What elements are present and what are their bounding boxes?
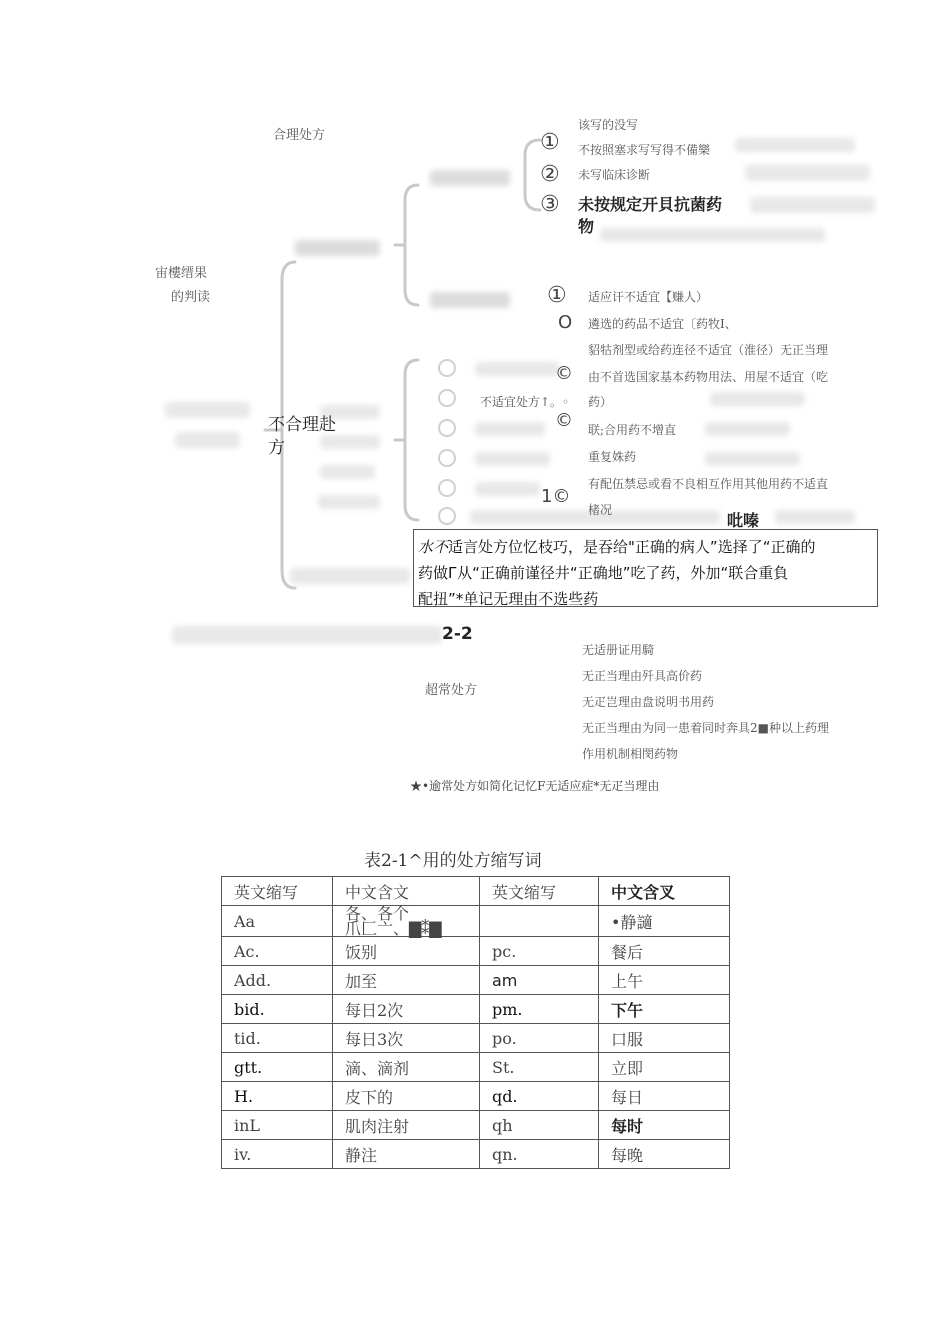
marker-1: ① (540, 130, 560, 155)
root-label-line2: 的判读 (171, 290, 211, 305)
table-cell: Ac. (222, 937, 333, 966)
blurred-text (475, 422, 545, 436)
table-row (222, 937, 730, 966)
table-row (222, 906, 730, 937)
table-cell: H. (222, 1082, 333, 1111)
memory-tip-line2: 药做Г从“正确前谨径井“正确地”吃了药，外加“联合重負 (418, 564, 789, 582)
abnormal-line2: 无正当理由歼具高价药 (582, 669, 703, 683)
table-cell: pm. (480, 995, 599, 1024)
center-label-line1: 不合理赴 (268, 415, 336, 435)
table-cell: po. (480, 1024, 599, 1053)
center-label-line2: 方 (268, 438, 285, 458)
blurred-text (705, 422, 790, 436)
table-cell: 滴、滴剂 (333, 1053, 480, 1082)
marker-8: 1© (541, 486, 571, 507)
blurred-text (710, 392, 805, 406)
marker-3: ③ (540, 192, 560, 217)
blurred-text (295, 240, 380, 256)
blurred-text (290, 568, 410, 584)
branch2-line3: 貂牯剂型或给药连径不适宜（淮径）无正当理 (588, 343, 829, 357)
marker-6: © (555, 363, 573, 384)
table-row (222, 1082, 730, 1111)
blurred-text (320, 465, 375, 479)
abnormal-line5: 作用机制相閔药物 (582, 747, 679, 761)
branch2-line6: 联;合用药不增直 (588, 423, 677, 437)
root-label-line1: 宙樓缙果 (155, 266, 208, 281)
memory-tip-line1: 水不适言处方位忆枝巧，是吞给"正确的病人”选择了“正确的 (418, 538, 816, 556)
memory-tip-line3: 配扭”*单记无理由不选些药 (418, 590, 599, 608)
table-cell: 饭别 (333, 937, 480, 966)
table-cell: 皮下的 (333, 1082, 480, 1111)
branch2-line7: 重复姝药 (588, 450, 637, 464)
header-cell: 英文缩写 (480, 877, 599, 906)
blurred-text (165, 402, 250, 418)
branch2-line2: 遴选的药品不适宜〔药牧I、 (588, 317, 737, 331)
table-cell: tid. (222, 1024, 333, 1053)
branch2-line1: 适应讦不适宜【赚人） (588, 290, 709, 304)
blurred-text (172, 626, 442, 644)
table-cell: 每日2次 (333, 995, 480, 1024)
blurred-text (750, 197, 875, 213)
table-cell: 肌肉注射 (333, 1111, 480, 1140)
blurred-text (430, 170, 510, 186)
table-cell (480, 906, 599, 937)
table-cell: iv. (222, 1140, 333, 1169)
branch1-line1: 该写的没写 (578, 118, 639, 132)
header-cell: 中文含文 (333, 877, 480, 906)
table-cell: am (480, 966, 599, 995)
blurred-text (475, 482, 540, 496)
table-row (222, 1140, 730, 1169)
abnormal-line4: 无正当理由为同一患着同时奔具2■种以上药理 (582, 721, 829, 735)
abnormal-label: 超常处方 (425, 683, 478, 698)
blurred-text (475, 362, 560, 376)
blurred-text (475, 452, 550, 466)
blurred-text (735, 138, 855, 152)
table-cell: pc. (480, 937, 599, 966)
abnormal-line3: 无疋岂理由盘说明书用药 (582, 695, 715, 709)
table-cell: 每时 (599, 1111, 730, 1140)
star-note: ★•逾常处方如简化记忆F无适应症*无疋当理由 (410, 779, 660, 793)
table-row (222, 1024, 730, 1053)
memory-tip-lead: 水不 (418, 538, 449, 556)
table-header-row (222, 877, 730, 906)
branch2-line5a: 不适宜处方↑。◦ (480, 395, 570, 409)
blurred-text (430, 292, 510, 308)
blurred-text (705, 452, 800, 466)
figure-number: 2-2 (442, 624, 473, 644)
table-cell: 每晚 (599, 1140, 730, 1169)
table-cell: 下午 (599, 995, 730, 1024)
table-cell: 立即 (599, 1053, 730, 1082)
branch1-line2: 不按照塞求写写得不備樂 (578, 143, 711, 157)
top-left-label: 合理处方 (273, 128, 326, 143)
branch1-line4a: 未按规定开貝抗菌药 (578, 195, 723, 214)
blurred-text (600, 228, 825, 242)
table-row (222, 966, 730, 995)
table-cell: 上午 (599, 966, 730, 995)
blurred-text (775, 510, 855, 524)
table-cell: qd. (480, 1082, 599, 1111)
table-cell: bid. (222, 995, 333, 1024)
table-cell: 静注 (333, 1140, 480, 1169)
memory-tip-box (413, 529, 878, 607)
table-cell: 加至 (333, 966, 480, 995)
branch2-line4: 由不首选国家基本药物用法、用屋不适宜（吃 (588, 370, 829, 384)
branch2-line9: 楮况 (588, 503, 613, 517)
marker-7: © (555, 410, 573, 431)
table-cell: qh (480, 1111, 599, 1140)
branch2-line8: 有配伍禁忌或看不良相互作用其他用药不适直 (588, 477, 829, 491)
table-cell: Add. (222, 966, 333, 995)
blurred-text (318, 495, 380, 509)
blurred-text (320, 435, 380, 449)
branch2-extra: 吡嗪 (727, 511, 760, 530)
table-row (222, 1111, 730, 1140)
table-caption: 表2-1^用的处方缩写词 (364, 851, 542, 871)
marker-5: O (558, 312, 573, 333)
table-row (222, 1053, 730, 1082)
abnormal-line1: 无适册证用騎 (582, 643, 655, 657)
table-row (222, 995, 730, 1024)
table-cell: Aa (222, 906, 333, 937)
table-cell: •静讁 (599, 906, 730, 937)
abbreviation-table (221, 876, 730, 1169)
blurred-text (745, 165, 870, 181)
table-cell: qn. (480, 1140, 599, 1169)
table-cell: 餐后 (599, 937, 730, 966)
header-cell: 中文含叉 (599, 877, 730, 906)
branch2-line5b: 药） (588, 395, 613, 409)
table-cell: 每日 (599, 1082, 730, 1111)
table-cell: inL (222, 1111, 333, 1140)
branch1-line3: 未写临床诊断 (578, 168, 651, 182)
table-cell: St. (480, 1053, 599, 1082)
marker-2: ② (540, 162, 560, 187)
header-cell: 英文缩写 (222, 877, 333, 906)
table-cell: gtt. (222, 1053, 333, 1082)
table-cell: 各、各个 爪匚亠、▇⁑▇ (333, 906, 480, 937)
blurred-text (175, 432, 240, 448)
marker-4: ① (547, 283, 567, 308)
table-cell: 每日3次 (333, 1024, 480, 1053)
table-cell: 口服 (599, 1024, 730, 1053)
branch1-line4b: 物 (578, 217, 595, 236)
